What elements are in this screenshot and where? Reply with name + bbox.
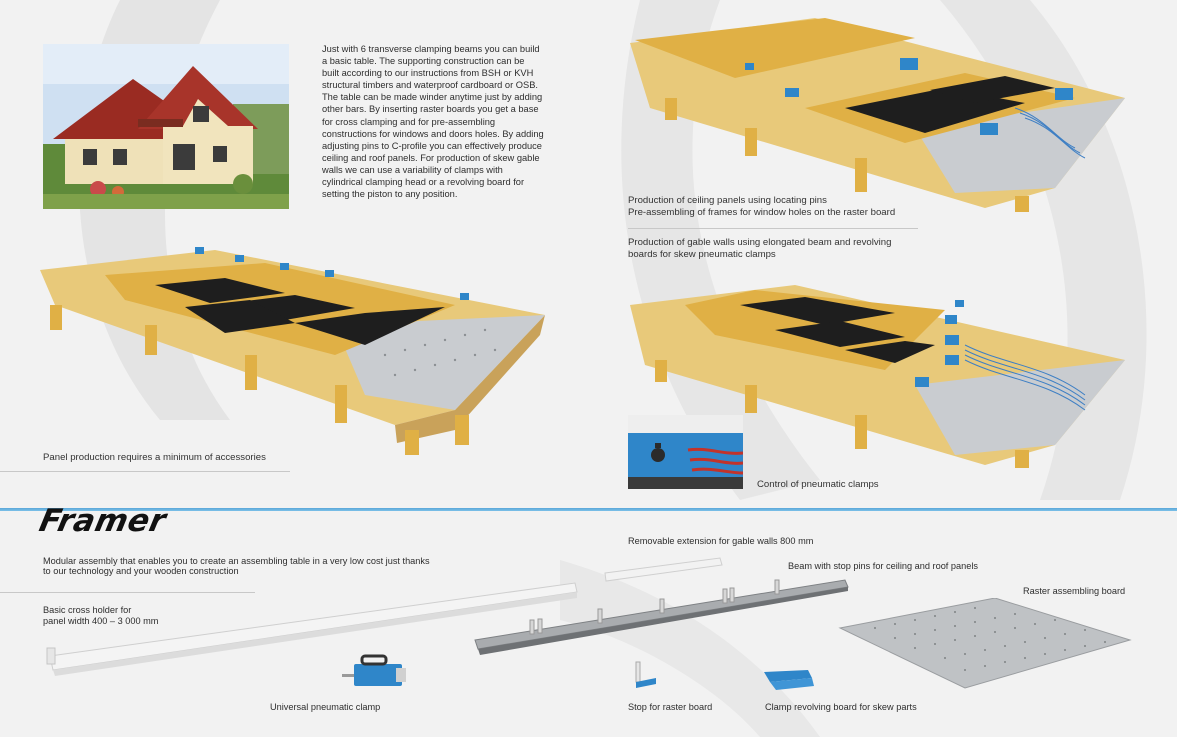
ceiling-panel-illustration <box>625 18 1140 213</box>
caption-gable-2: boards for skew pneumatic clamps <box>628 249 776 260</box>
label-cross-holder-1: Basic cross holder for <box>43 605 132 615</box>
control-photo <box>628 415 743 489</box>
pneumatic-clamp-illustration <box>340 650 410 690</box>
revolving-board-illustration <box>762 668 817 692</box>
label-extension: Removable extension for gable walls 800 mm <box>628 536 814 546</box>
label-cross-holder-2: panel width 400 – 3 000 mm <box>43 616 159 626</box>
caption-ceiling-1: Production of ceiling panels using locating pins <box>628 195 827 206</box>
stop-raster-illustration <box>630 660 660 690</box>
label-raster-board: Raster assembling board <box>1023 586 1126 596</box>
caption-panel-production: Panel production requires a minimum of accessories <box>43 452 266 463</box>
brand-description-1: Modular assembly that enables you to create an assembling table in a very low cost just thanks <box>43 556 430 566</box>
house-photo <box>43 44 289 209</box>
label-beam-pins: Beam with stop pins for ceiling and roof panels <box>788 561 978 571</box>
caption-ceiling-2: Pre-assembling of frames for window holes on the raster board <box>628 207 896 218</box>
beam-pins-illustration <box>470 575 855 670</box>
intro-paragraph: Just with 6 transverse clamping beams you can build a basic table. The supporting construction can be built according to our instructions from BSH or KVH structural timbers and waterproof cardboard or OSB. The table can be made winder anytime just by adding other bars. By inserting raster boards you get a base for cross clamping and for pre-assembling constructions for windows and doors holes. By adding adjusting pins to C-profile you can effectively produce ceiling and roof panels. For production of skew gable walls we can use a variability of clamps with cylindrical clamping head or a revolving board for setting the piston to any position. <box>322 44 544 200</box>
section-divider <box>0 508 1177 511</box>
caption-gable-1: Production of gable walls using elongated beam and revolving <box>628 237 892 248</box>
divider <box>0 471 290 472</box>
brand-description-2: to our technology and your wooden construction <box>43 566 239 576</box>
assembly-table-illustration <box>35 245 555 460</box>
label-stop-raster: Stop for raster board <box>628 702 713 712</box>
framer-logo: Framer <box>36 503 170 539</box>
divider <box>628 228 918 229</box>
raster-board-illustration <box>835 598 1135 690</box>
label-pneumatic-clamp: Universal pneumatic clamp <box>270 702 381 712</box>
label-revolving-board: Clamp revolving board for skew parts <box>765 702 917 712</box>
caption-control: Control of pneumatic clamps <box>757 479 879 490</box>
